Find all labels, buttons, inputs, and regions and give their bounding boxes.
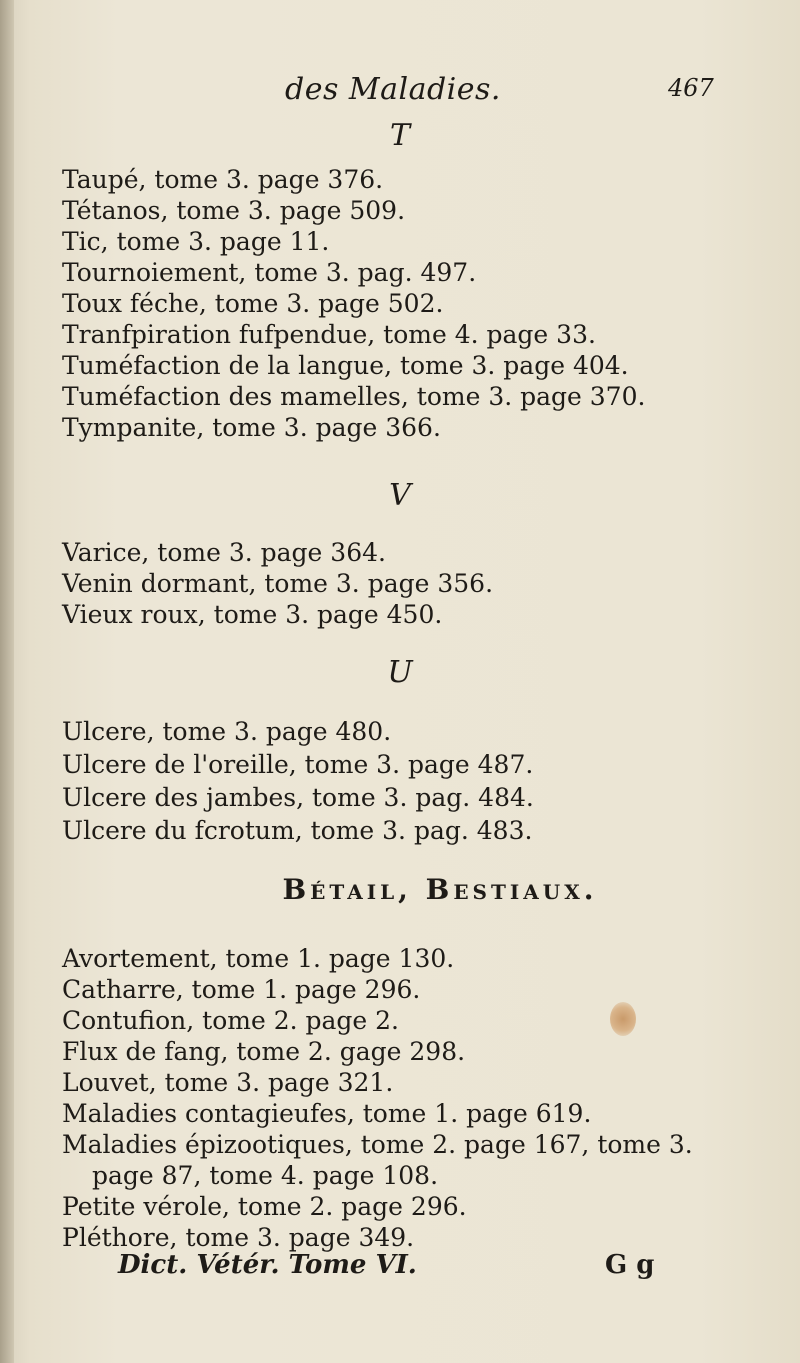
index-entry: Louvet, tome 3. page 321. <box>62 1068 394 1097</box>
section-heading-v: V <box>389 478 411 513</box>
index-entry: Toux féche, tome 3. page 502. <box>62 289 444 318</box>
index-entry: Flux de fang, tome 2. gage 298. <box>62 1037 466 1066</box>
index-entry: Venin dormant, tome 3. page 356. <box>62 569 494 598</box>
index-entry: Contufion, tome 2. page 2. <box>62 1006 399 1035</box>
index-entry: Petite vérole, tome 2. page 296. <box>62 1192 467 1221</box>
index-entry: Tuméfaction de la langue, tome 3. page 404. <box>62 351 629 380</box>
index-entry: Varice, tome 3. page 364. <box>62 538 386 567</box>
index-entry: Tic, tome 3. page 11. <box>62 227 330 256</box>
index-entry: Ulcere des jambes, tome 3. pag. 484. <box>62 783 534 812</box>
index-entry: Tympanite, tome 3. page 366. <box>62 413 441 442</box>
index-entry: Pléthore, tome 3. page 349. <box>62 1223 415 1252</box>
index-entry-continuation: page 87, tome 4. page 108. <box>92 1161 439 1190</box>
page-footer <box>0 1250 800 1290</box>
section-heading-betail: Bétail, Bestiaux. <box>282 873 598 906</box>
index-entry: Tuméfaction des mamelles, tome 3. page 370. <box>62 382 646 411</box>
paper-stain <box>610 1002 636 1036</box>
index-entry: Taupé, tome 3. page 376. <box>62 165 384 194</box>
section-heading-t: T <box>389 118 410 153</box>
index-entry: Tournoiement, tome 3. pag. 497. <box>62 258 477 287</box>
index-entry: Maladies contagieufes, tome 1. page 619. <box>62 1099 592 1128</box>
running-title: des Maladies. <box>285 72 501 107</box>
index-entry: Avortement, tome 1. page 130. <box>62 944 455 973</box>
index-entry: Ulcere, tome 3. page 480. <box>62 717 392 746</box>
index-entry: Ulcere du fcrotum, tome 3. pag. 483. <box>62 816 533 845</box>
page-number: 467 <box>668 74 714 102</box>
signature-line: Dict. Vétér. Tome VI. <box>118 1250 417 1280</box>
index-entry: Tranfpiration fufpendue, tome 4. page 33. <box>62 320 596 349</box>
signature-mark: G g <box>605 1250 655 1280</box>
index-entry: Tétanos, tome 3. page 509. <box>62 196 406 225</box>
index-entry: Maladies épizootiques, tome 2. page 167, tome 3. <box>62 1130 693 1159</box>
index-entry: Ulcere de l'oreille, tome 3. page 487. <box>62 750 534 779</box>
section-heading-u: U <box>387 655 413 690</box>
page-header <box>0 72 800 112</box>
index-entry: Catharre, tome 1. page 296. <box>62 975 421 1004</box>
index-entry: Vieux roux, tome 3. page 450. <box>62 600 443 629</box>
